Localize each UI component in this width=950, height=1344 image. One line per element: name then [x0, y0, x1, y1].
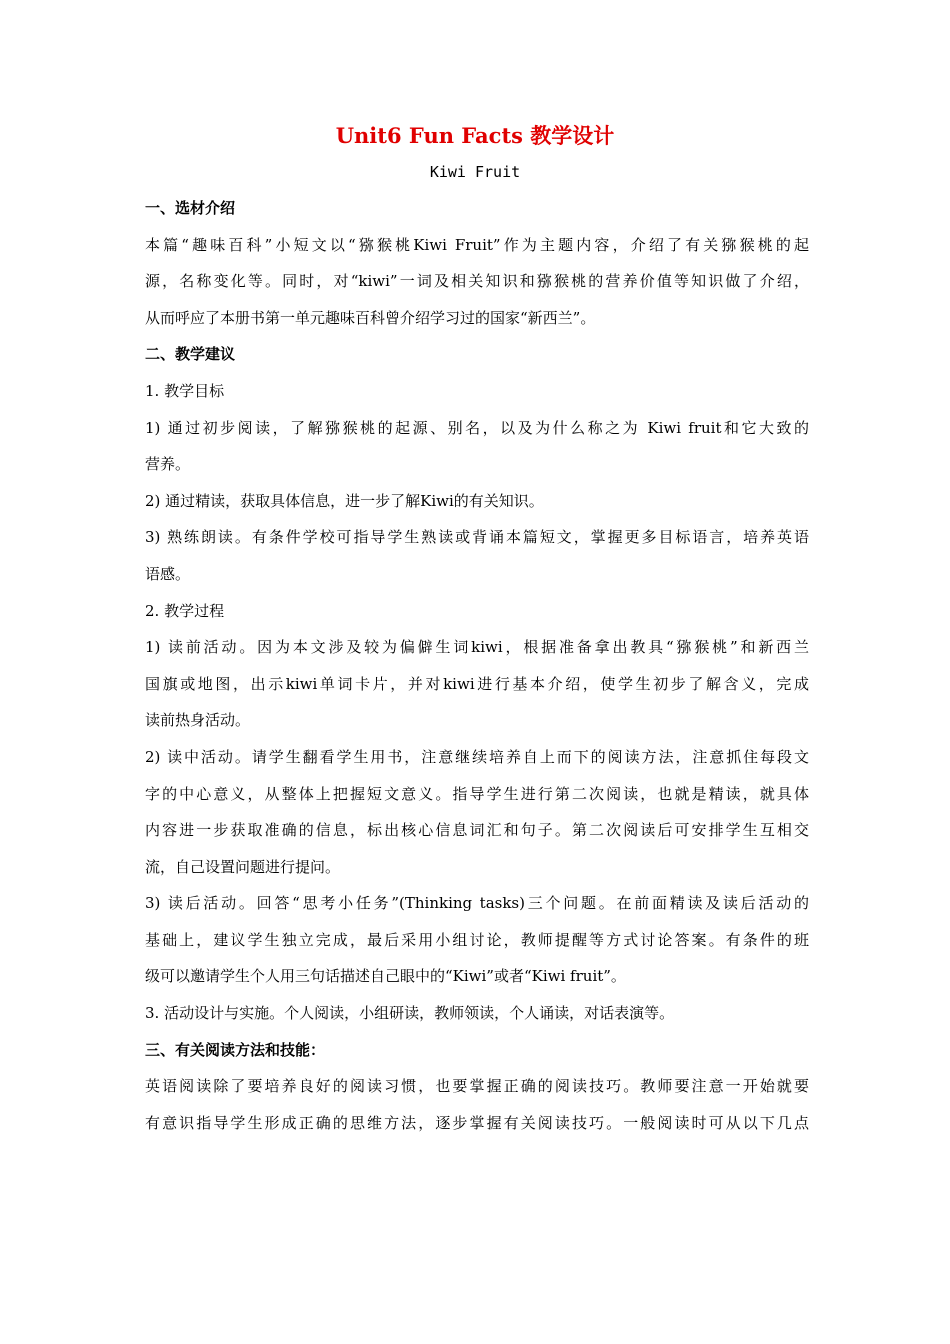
- paragraph-line: 1) 通过初步阅读，了解猕猴桃的起源、别名，以及为什么称之为 Kiwi fruit和它大致的: [145, 418, 809, 437]
- paragraph-line: 2. 教学过程: [145, 601, 225, 620]
- paragraph-line: 国旗或地图，出示kiwi单词卡片，并对kiwi进行基本介绍，使学生初步了解含义，完成: [145, 674, 809, 693]
- section-heading: 二、教学建议: [145, 345, 236, 364]
- paragraph-line: 3. 活动设计与实施。个人阅读，小组研读，教师领读，个人诵读，对话表演等。: [145, 1004, 675, 1023]
- document-subtitle: Kiwi Fruit: [429, 163, 521, 181]
- paragraph-line: 从而呼应了本册书第一单元趣味百科曾介绍学习过的国家“新西兰”。: [145, 308, 596, 327]
- paragraph-line: 营养。: [145, 455, 191, 474]
- paragraph-line: 有意识指导学生形成正确的思维方法，逐步掌握有关阅读技巧。一般阅读时可从以下几点: [145, 1113, 809, 1132]
- paragraph-line: 本篇“趣味百科”小短文以“猕猴桃Kiwi Fruit”作为主题内容，介绍了有关猕猴桃的起: [145, 235, 809, 254]
- document-body: [145, 190, 809, 1141]
- document-title: Unit6 Fun Facts 教学设计: [335, 123, 615, 148]
- paragraph-line: 1) 读前活动。因为本文涉及较为偏僻生词kiwi，根据准备拿出教具“猕猴桃”和新西兰: [145, 638, 809, 657]
- paragraph-line: 英语阅读除了要培养良好的阅读习惯，也要掌握正确的阅读技巧。教师要注意一开始就要: [145, 1077, 809, 1096]
- paragraph-line: 级可以邀请学生个人用三句话描述自己眼中的“Kiwi”或者“Kiwi fruit”。: [145, 967, 626, 986]
- paragraph-line: 2) 读中活动。请学生翻看学生用书，注意继续培养自上而下的阅读方法，注意抓住每段文: [145, 747, 809, 766]
- paragraph-line: 3) 读后活动。回答“思考小任务”(Thinking tasks)三个问题。在前面精读及读后活动的: [145, 894, 809, 913]
- paragraph-line: 2) 通过精读，获取具体信息，进一步了解Kiwi的有关知识。: [145, 491, 544, 510]
- paragraph-line: 读前热身活动。: [145, 711, 251, 730]
- paragraph-line: 3) 熟练朗读。有条件学校可指导学生熟读或背诵本篇短文，掌握更多目标语言，培养英语: [145, 528, 809, 547]
- section-heading: 一、选材介绍: [145, 199, 236, 217]
- paragraph-line: 内容进一步获取准确的信息，标出核心信息词汇和句子。第二次阅读后可安排学生互相交: [145, 821, 809, 840]
- paragraph-line: 语感。: [145, 564, 191, 583]
- paragraph-line: 流，自己设置问题进行提问。: [145, 857, 341, 876]
- paragraph-line: 1. 教学目标: [145, 381, 225, 400]
- paragraph-line: 源，名称变化等。同时，对“kiwi”一词及相关知识和猕猴桃的营养价值等知识做了介绍，: [145, 272, 809, 291]
- paragraph-line: 字的中心意义，从整体上把握短文意义。指导学生进行第二次阅读，也就是精读，就具体: [145, 784, 809, 803]
- section-heading: 三、有关阅读方法和技能：: [145, 1040, 326, 1059]
- paragraph-line: 基础上，建议学生独立完成，最后采用小组讨论，教师提醒等方式讨论答案。有条件的班: [145, 930, 809, 949]
